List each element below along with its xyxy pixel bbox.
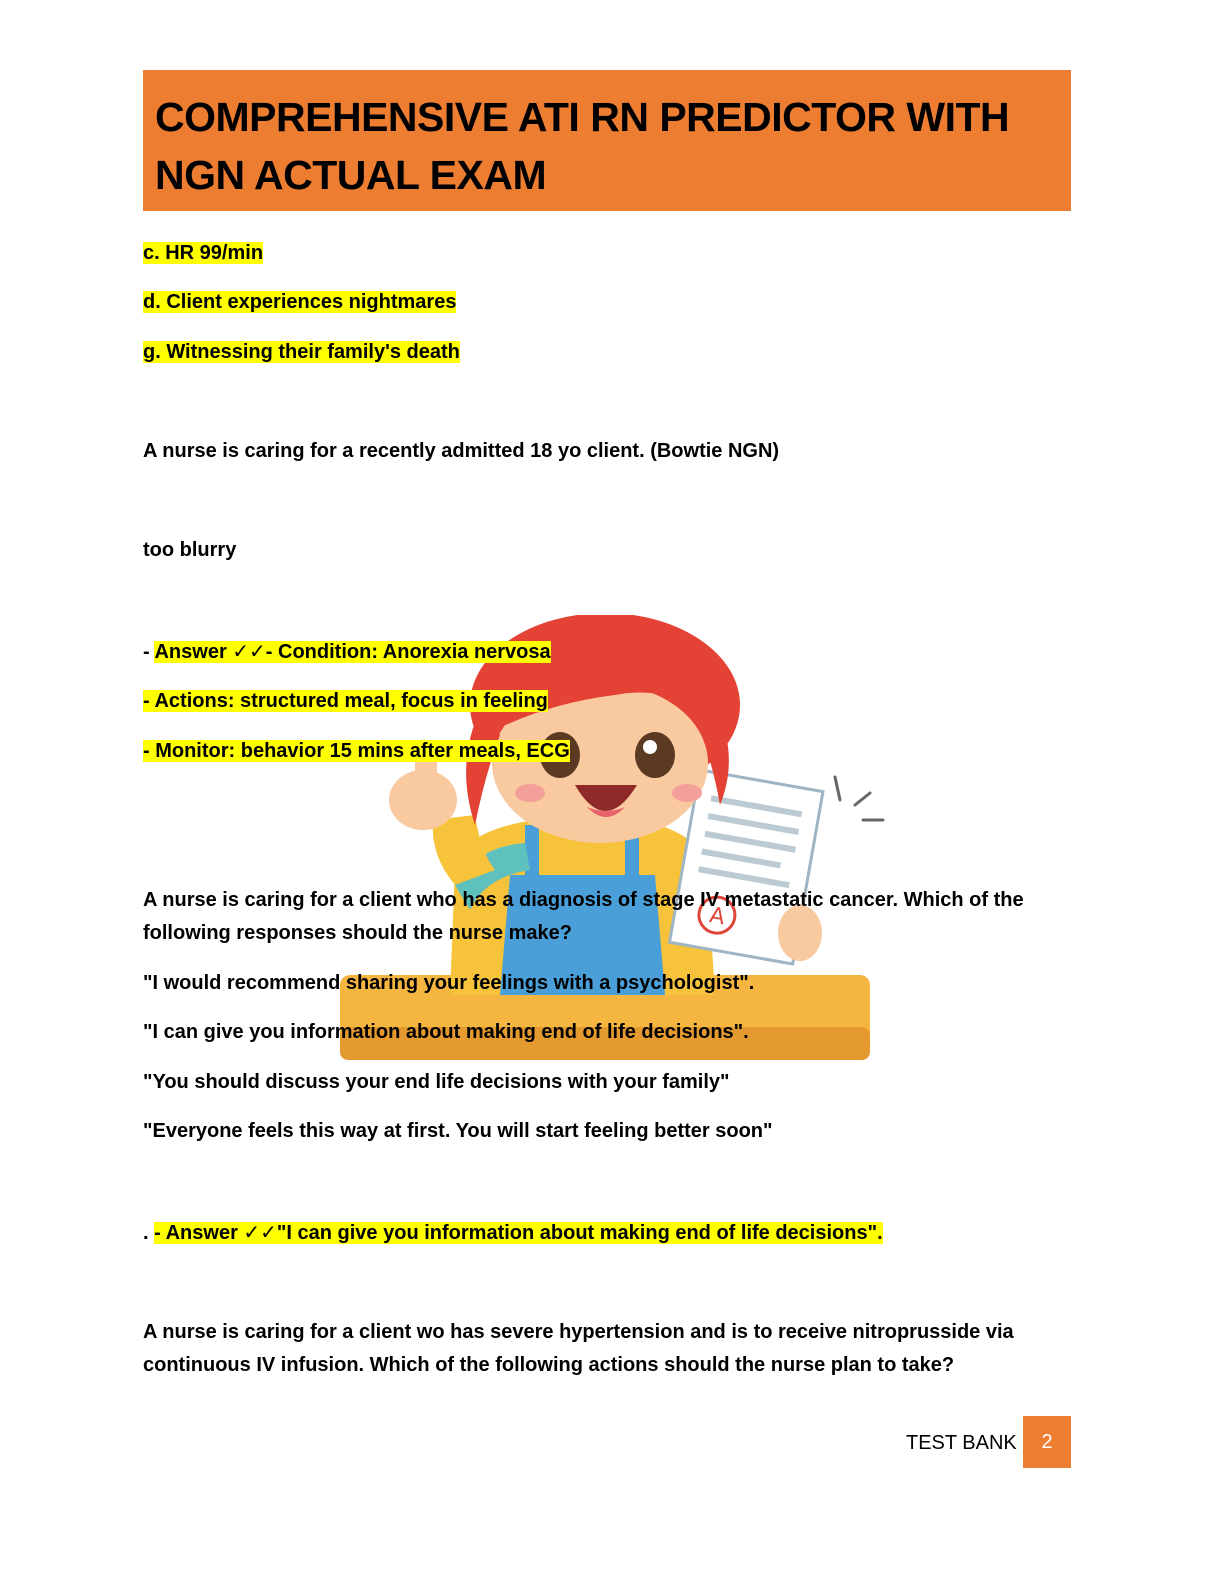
answer-2-line: [143, 1217, 883, 1250]
option-line: "You should discuss your end life decisions with your family": [143, 1071, 730, 1093]
footer-label: TEST BANK: [906, 1432, 1017, 1454]
page-number: 2: [1023, 1416, 1071, 1468]
answer-1-line: [143, 685, 548, 718]
highlighted-answer: d. Client experiences nightmares: [143, 291, 457, 313]
header-band: [143, 70, 1071, 211]
svg-text:A: A: [707, 903, 727, 931]
highlighted-answer: - Actions: structured meal, focus in feeling: [143, 690, 548, 712]
option-line: "I would recommend sharing your feelings with a psychologist".: [143, 972, 755, 994]
answer-prefix: -: [143, 641, 155, 663]
highlighted-answer: c. HR 99/min: [143, 242, 264, 264]
highlighted-answer: - Answer ✓✓"I can give you information about making end of life decisions".: [154, 1222, 883, 1244]
question-2-text: A nurse is caring for a client who has a diagnosis of stage IV metastatic cancer. Which of the following responses should the nurse make?: [143, 889, 1024, 944]
highlighted-answer: Answer ✓✓- Condition: Anorexia nervosa: [154, 641, 551, 663]
question-3-text: A nurse is caring for a client wo has severe hypertension and is to receive nitroprusside via continuous IV infusion. Which of the following actions should the nurse plan to take?: [143, 1321, 1014, 1376]
answer-line: [143, 336, 460, 369]
answer-1-line: [143, 735, 570, 768]
highlighted-answer: g. Witnessing their family's death: [143, 341, 460, 363]
question-1-text: A nurse is caring for a recently admitted 18 yo client. (Bowtie NGN): [143, 440, 780, 462]
highlighted-answer: - Monitor: behavior 15 mins after meals, ECG: [143, 740, 570, 762]
answer-1-line: [143, 636, 551, 669]
document-title: COMPREHENSIVE ATI RN PREDICTOR WITH NGN ACTUAL EXAM: [155, 94, 1010, 198]
answer-line: [143, 286, 456, 319]
answer-line: [143, 237, 263, 270]
option-line: "I can give you information about making end of life decisions".: [143, 1021, 749, 1043]
answer-prefix: .: [143, 1222, 155, 1244]
option-line: "Everyone feels this way at first. You will start feeling better soon": [143, 1120, 773, 1142]
note-text: too blurry: [143, 539, 237, 561]
cartoon-child-thumbs-up-icon: [335, 615, 895, 1075]
